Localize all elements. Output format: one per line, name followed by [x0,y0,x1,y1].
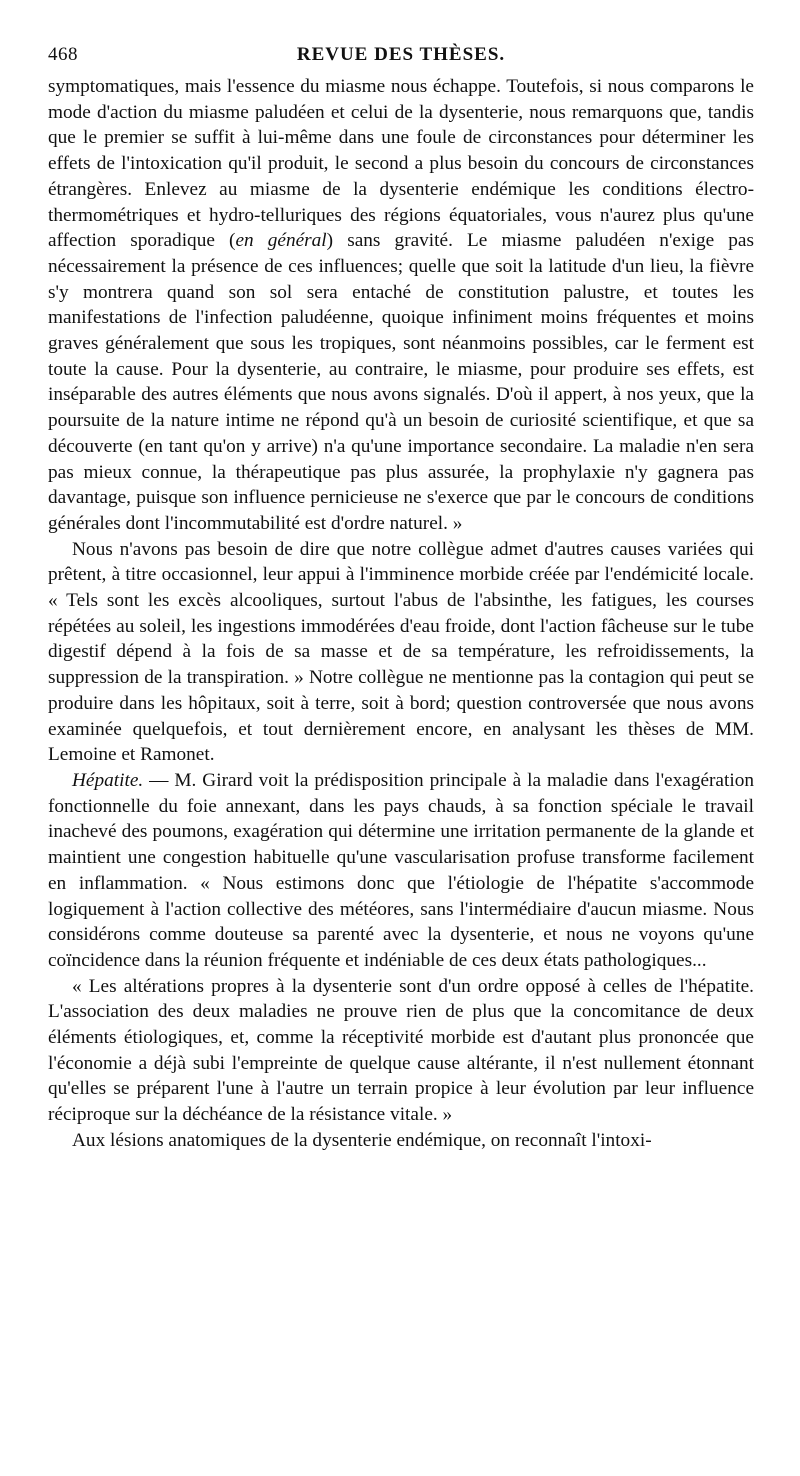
italic-text: Hépatite. [72,769,144,791]
running-title: REVUE DES THÈSES. [296,44,506,65]
body-text [48,74,754,1154]
text-run: ) sans gravité. Le miasme paludéen n'exige pas nécessairement la présence de ces influences; quelle que soit la latitude d'un lieu, la fièvre s'y montrera quand son sol sera entaché de constitution palustre, et toutes les manifestations de l'infection paludéenne, quoique infiniment moins fréquentes et moins graves généralement que sous les tropiques, sont néanmoins possibles, car le ferment est toute la cause. Pour la dysenterie, au contraire, le miasme, pour produire ses effets, est inséparable des autres éléments que nous avons signalés. D'où il appert, à nos yeux, que la poursuite de la nature intime ne répond qu'à un besoin de curiosité scientifique, et que sa découverte (en tant qu'on y arrive) n'a qu'une importance secondaire. La maladie n'en sera pas mieux connue, la thérapeutique pas plus assurée, la prophylaxie n'y gagnera pas davantage, puisque son influence pernicieuse ne s'exerce que par le concours de conditions générales dont l'incommutabilité est d'ordre naturel. » [48,230,754,534]
text-run: « Les altérations propres à la dysenterie sont d'un ordre opposé à celles de l'hépatite. L'association des deux maladies ne prouve rien de plus que la concomitance de deux éléments étiologiques, et, comme la réceptivité morbide est d'autant plus prononcée que l'économie a déjà subi l'empreinte de quelque cause altérante, il n'est nullement étonnant qu'elles se préparent l'une à l'autre un terrain propice à leur évolution par leur influence réciproque sur la déchéance de la résistance vitale. » [48,975,754,1126]
running-head [48,44,754,74]
text-run: — M. Girard voit la prédisposition principale à la maladie dans l'exagération fonctionnelle du foie annexant, dans les pays chauds, à sa fonction spéciale le travail inachevé des poumons, exagération qui détermine une irritation permanente de la glande et maintient une congestion habituelle qu'une vascularisation profuse transforme facilement en inflammation. « Nous estimons donc que l'étiologie de l'hépatite s'accommode logiquement à l'action collective des météores, sans l'intermédiaire d'aucun miasme. Nous considérons comme douteuse sa parenté avec la dysenterie, et nous ne voyons qu'une coïncidence dans la réunion fréquente et indéniable de ces deux états pathologiques... [48,769,754,971]
paragraph-p2 [48,537,754,768]
text-run: Nous n'avons pas besoin de dire que notre collègue admet d'autres causes variées qui prêtent, à titre occasionnel, leur appui à l'imminence morbide créée par l'endémicité locale. « Tels sont les excès alcooliques, surtout l'abus de l'absinthe, les fatigues, les courses répétées au soleil, les ingestions immodérées d'eau froide, dont l'action fâcheuse sur le tube digestif dépend à la fois de sa masse et de sa température, les refroidissements, la suppression de la transpiration. » Notre collègue ne mentionne pas la contagion qui peut se produire dans les hôpitaux, soit à terre, soit à bord; question controversée que nous avons examinée quelquefois, et tout dernièrement encore, en analysant les thèses de MM. Lemoine et Ramonet. [48,538,754,766]
italic-text: en général [235,230,327,252]
paragraph-p1 [48,74,754,537]
document-page [48,44,754,1154]
text-run: Aux lésions anatomiques de la dysenterie endémique, on reconnaît l'intoxi- [72,1129,652,1151]
paragraph-p5 [48,1128,754,1154]
paragraph-p3 [48,768,754,974]
paragraph-p4 [48,974,754,1128]
page-number: 468 [48,44,78,65]
text-run: symptomatiques, mais l'essence du miasme nous échappe. Toutefois, si nous comparons le mode d'action du miasme paludéen et celui de la dysenterie, nous remarquons que, tandis que le premier se suffit à lui-même dans une foule de circonstances pour déterminer les effets de l'intoxication qu'il produit, le second a plus besoin du concours de circonstances étrangères. Enlevez au miasme de la dysenterie endémique les conditions électro-thermométriques et hydro-telluriques des régions équatoriales, vous n'aurez plus qu'une affection sporadique ( [48,76,754,252]
